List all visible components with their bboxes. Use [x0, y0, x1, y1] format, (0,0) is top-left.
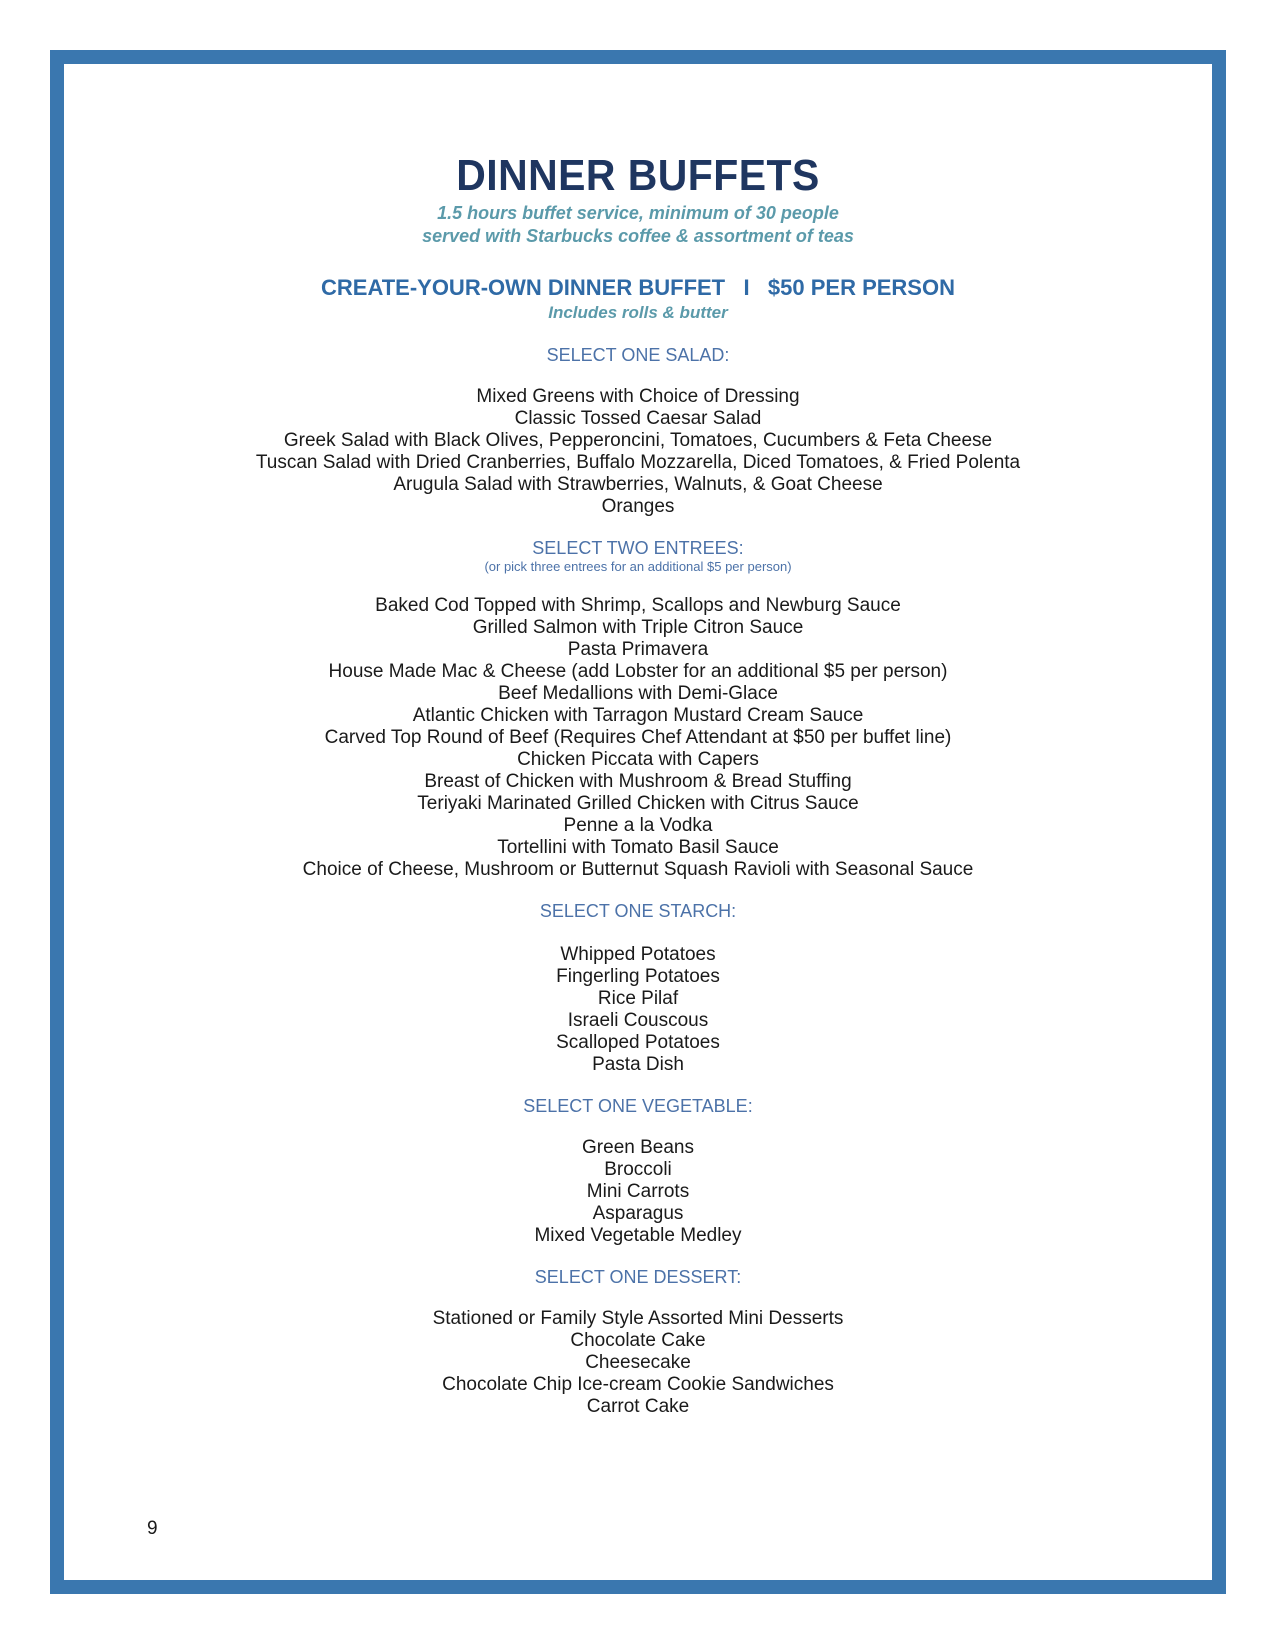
- list-item: Asparagus: [592, 1203, 684, 1224]
- list-item: Arugula Salad with Strawberries, Walnuts, & Goat Cheese: [393, 474, 883, 495]
- vegetable-list: [64, 1137, 1212, 1247]
- list-item: Tuscan Salad with Dried Cranberries, Buffalo Mozzarella, Diced Tomatoes, & Fried Polenta: [255, 452, 1021, 473]
- list-item: Pasta Primavera: [567, 639, 709, 660]
- salad-list: [64, 386, 1212, 518]
- list-item: Fingerling Potatoes: [556, 966, 720, 987]
- list-item: Oranges: [601, 496, 675, 517]
- list-item: Choice of Cheese, Mushroom or Butternut Squash Ravioli with Seasonal Sauce: [302, 859, 974, 880]
- list-item: Pasta Dish: [592, 1054, 684, 1075]
- page-number: 9: [147, 1518, 158, 1539]
- salad-section-label: SELECT ONE SALAD:: [546, 345, 730, 365]
- list-item: Carrot Cake: [586, 1396, 690, 1417]
- list-item: Chicken Piccata with Capers: [517, 749, 759, 770]
- list-item: Beef Medallions with Demi-Glace: [498, 683, 778, 704]
- vegetable-section-label: SELECT ONE VEGETABLE:: [523, 1096, 753, 1116]
- list-item: Mixed Vegetable Medley: [534, 1225, 742, 1246]
- list-item: Carved Top Round of Beef (Requires Chef Attendant at $50 per buffet line): [324, 727, 952, 748]
- list-item: Israeli Couscous: [567, 1010, 709, 1031]
- list-item: Grilled Salmon with Triple Citron Sauce: [472, 617, 804, 638]
- list-item: Whipped Potatoes: [560, 944, 716, 965]
- list-item: Mixed Greens with Choice of Dressing: [476, 386, 800, 407]
- list-item: Mini Carrots: [586, 1181, 690, 1202]
- dessert-list: [64, 1308, 1212, 1418]
- list-item: Green Beans: [582, 1137, 694, 1158]
- list-item: Atlantic Chicken with Tarragon Mustard Cream Sauce: [412, 705, 864, 726]
- list-item: Broccoli: [604, 1159, 672, 1180]
- page-title: DINNER BUFFETS: [456, 151, 820, 200]
- subtitle-line-1: 1.5 hours buffet service, minimum of 30 people: [437, 203, 839, 223]
- list-item: Breast of Chicken with Mushroom & Bread Stuffing: [424, 771, 852, 792]
- list-item: House Made Mac & Cheese (add Lobster for an additional $5 per person): [328, 661, 948, 682]
- dessert-section-label: SELECT ONE DESSERT:: [534, 1267, 742, 1287]
- list-item: Rice Pilaf: [597, 988, 679, 1009]
- menu-content: [64, 150, 1212, 1418]
- list-item: Chocolate Cake: [570, 1330, 706, 1351]
- list-item: Scalloped Potatoes: [556, 1032, 720, 1053]
- list-item: Penne a la Vodka: [563, 815, 713, 836]
- list-item: Teriyaki Marinated Grilled Chicken with Citrus Sauce: [417, 793, 859, 814]
- list-item: Greek Salad with Black Olives, Pepperoncini, Tomatoes, Cucumbers & Feta Cheese: [283, 430, 993, 451]
- starch-list: [64, 944, 1212, 1076]
- buffet-heading: CREATE-YOUR-OWN DINNER BUFFET I $50 PER PERSON: [321, 275, 955, 300]
- list-item: Classic Tossed Caesar Salad: [514, 408, 762, 429]
- list-item: Tortellini with Tomato Basil Sauce: [497, 837, 779, 858]
- buffet-includes: Includes rolls & butter: [548, 303, 728, 322]
- subtitle-line-2: served with Starbucks coffee & assortment of teas: [422, 226, 854, 246]
- entrees-section-label: SELECT TWO ENTREES:: [532, 538, 744, 558]
- list-item: Chocolate Chip Ice-cream Cookie Sandwiches: [442, 1374, 834, 1395]
- list-item: Stationed or Family Style Assorted Mini Desserts: [432, 1308, 844, 1329]
- starch-section-label: SELECT ONE STARCH:: [539, 901, 737, 921]
- entrees-note: (or pick three entrees for an additional $5 per person): [484, 559, 792, 574]
- list-item: Cheesecake: [585, 1352, 691, 1373]
- list-item: Baked Cod Topped with Shrimp, Scallops and Newburg Sauce: [375, 595, 901, 616]
- entrees-list: [64, 595, 1212, 881]
